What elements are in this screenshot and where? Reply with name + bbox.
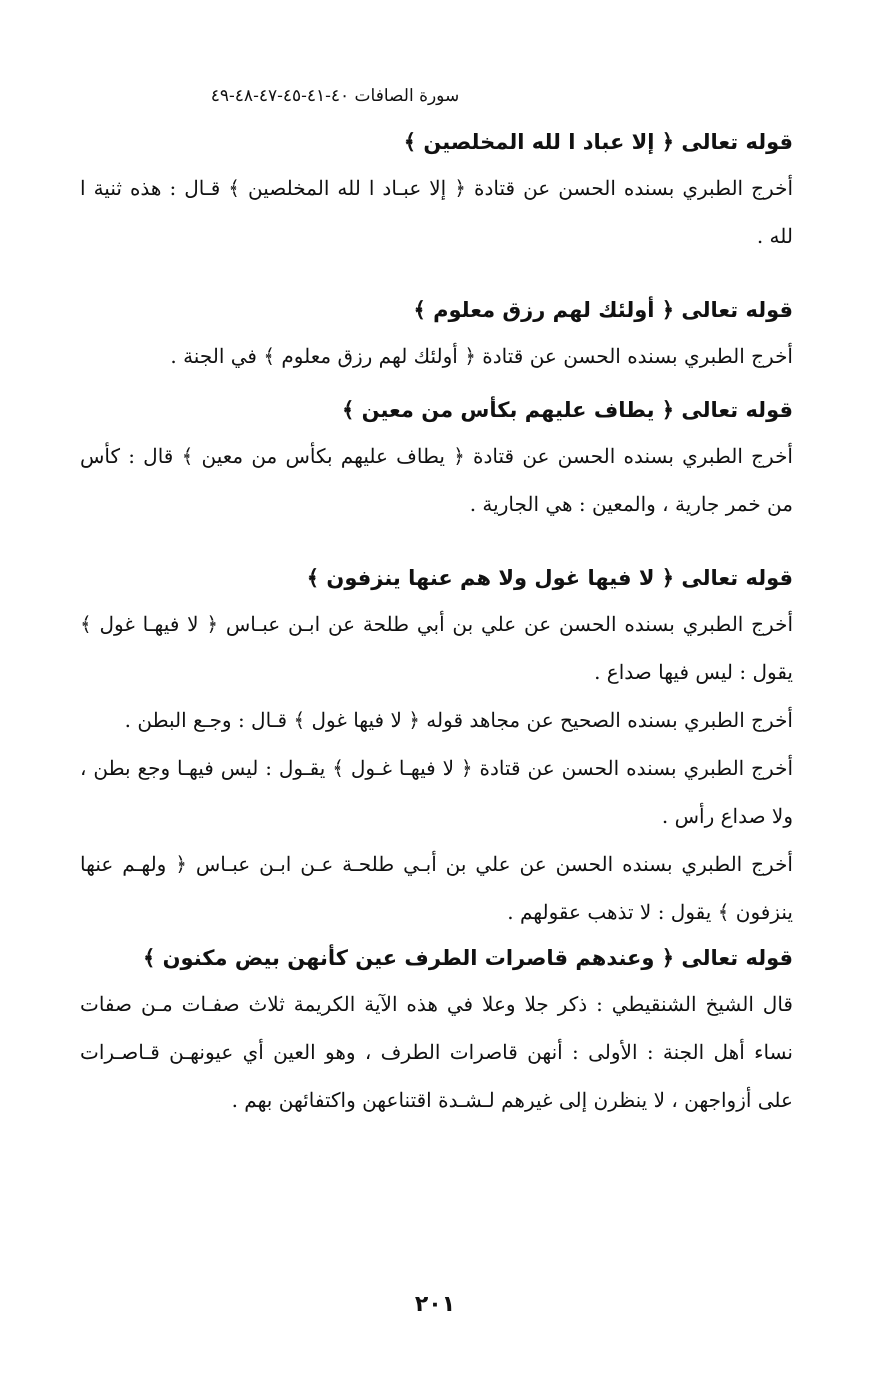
section-heading: قوله تعالى ﴿ لا فيها غول ولا هم عنها ينزفون ﴾ (306, 566, 793, 590)
section-heading: قوله تعالى ﴿ يطاف عليهم بكأس من معين ﴾ (341, 398, 793, 422)
commentary-paragraph: أخرج الطبري بسنده الحسن عن قتادة ﴿ لا فيهـا غـول ﴾ يقـول : ليس فيهـا وجع بطن ، ولا صداع رأس . (80, 756, 793, 828)
spacer (80, 380, 793, 388)
spacer (80, 528, 793, 556)
commentary-paragraph: أخرج الطبري بسنده الحسن عن علي بن أبي طلحة عن ابـن عبـاس ﴿ لا فيهـا غول ﴾ يقول : ليس فيها صداع . (80, 612, 793, 684)
section-heading: قوله تعالى ﴿ إلا عباد ا لله المخلصين ﴾ (403, 130, 793, 154)
commentary-paragraph: أخرج الطبري بسنده الحسن عن قتادة ﴿ يطاف عليهم بكأس من معين ﴾ قال : كأس من خمر جارية ، والمعين : هي الجارية . (80, 444, 793, 516)
commentary-paragraph: أخرج الطبري بسنده الحسن عن قتادة ﴿ إلا عبـاد ا لله المخلصين ﴾ قـال : هذه ثنية ا لله . (80, 176, 793, 248)
running-header: سورة الصافات ٤٠-٤١-٤٥-٤٧-٤٨-٤٩ (210, 86, 460, 106)
page-number: ٢٠١ (414, 1292, 456, 1317)
spacer (80, 260, 793, 288)
section-heading: قوله تعالى ﴿ أولئك لهم رزق معلوم ﴾ (413, 298, 793, 322)
page-content (80, 120, 793, 1124)
commentary-paragraph: أخرج الطبري بسنده الحسن عن علي بن أبـي طلحـة عـن ابـن عبـاس ﴿ ولهـم عنها ينزفون ﴾ يقول : لا تذهب عقولهم . (80, 852, 793, 924)
commentary-paragraph: أخرج الطبري بسنده الصحيح عن مجاهد قوله ﴿ لا فيها غول ﴾ قـال : وجـع البطن . (124, 708, 793, 732)
commentary-paragraph: أخرج الطبري بسنده الحسن عن قتادة ﴿ أولئك لهم رزق معلوم ﴾ في الجنة . (170, 344, 793, 368)
section-heading: قوله تعالى ﴿ وعندهم قاصرات الطرف عين كأنهن بيض مكنون ﴾ (143, 946, 793, 970)
commentary-paragraph: قال الشيخ الشنقيطي : ذكر جلا وعلا في هذه الآية الكريمة ثلاث صفـات مـن صفات نساء أهل الجنة : الأولى : أنهن قاصرات الطرف ، وهو العين أي عيونهـن قـاصـرات على أزواجهن ، لا ينظرن إلى غيرهم لـشـدة اقتناعهن واكتفائهن بهم . (80, 992, 793, 1112)
